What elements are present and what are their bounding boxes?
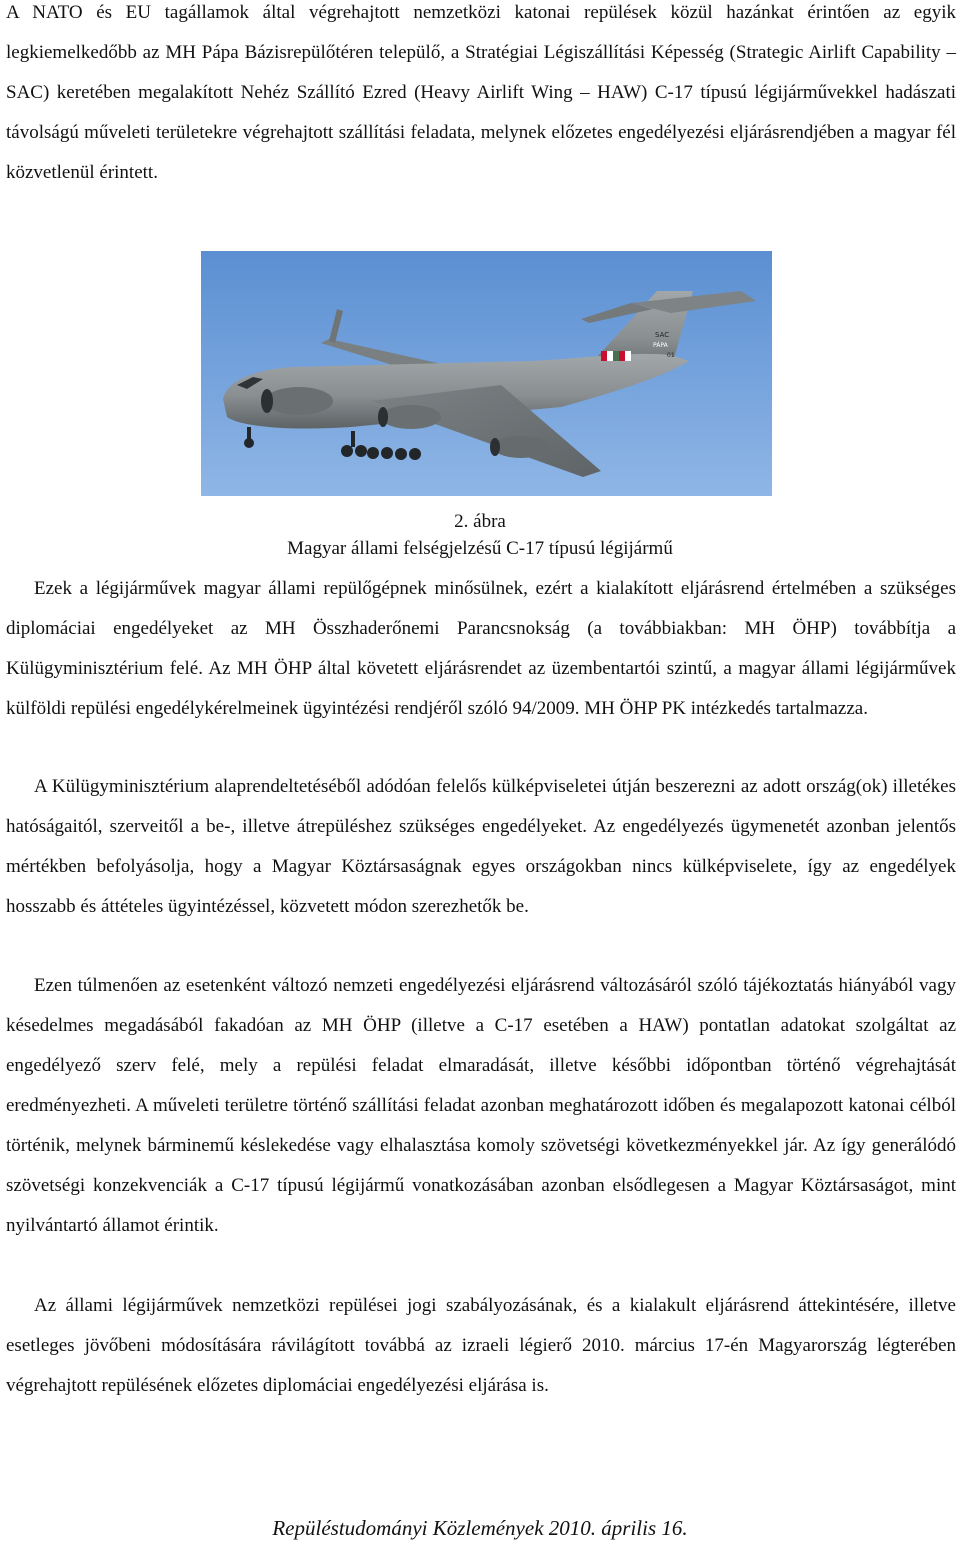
tail-marking-number: 01 xyxy=(667,352,675,359)
figure-caption: Magyar állami felségjelzésű C-17 típusú légijármű xyxy=(287,538,673,559)
paragraph-2: Ezek a légijárművek magyar állami repülőgépnek minősülnek, ezért a kialakított eljárásrend értelmében a szükséges diplomáciai engedélyeket az MH Összhaderőnemi Parancsnokság (a továbbiakban: MH ÖHP) továbbítja a Külügyminisztérium felé. Az MH ÖHP által követett eljárásrendet az üzembentartói szintű, a magyar állami légijárművek külföldi repülési engedélykérelmeinek ügyintézési rendjéről szóló 94/2009. MH ÖHP PK intézkedés tartalmazza. xyxy=(6,578,956,719)
figure-number: 2. ábra xyxy=(454,511,506,532)
c17-aircraft-photo xyxy=(201,251,772,496)
tail-marking-papa: PÁPA xyxy=(653,342,668,349)
engine-left xyxy=(265,387,333,415)
intro-paragraph: A NATO és EU tagállamok által végrehajtott nemzetközi katonai repülések közül hazánkat érintően az egyik legkiemelkedőbb az MH Pápa Bázisrepülőtéren települő, a Stratégiai Légiszállítási Képesség (Strategic Airlift Capability – SAC) keretében megalakított Nehéz Szállító Ezred (Heavy Airlift Wing – HAW) C-17 típusú légijárművekkel hadászati távolságú műveleti területekre végrehajtott szállítási feladata, melynek előzetes engedélyezési eljárásrendjében a magyar fél közvetlenül érintett. xyxy=(6,2,956,183)
paragraph-5: Az állami légijárművek nemzetközi repülései jogi szabályozásának, és a kialakult eljárásrend áttekintésére, illetve esetleges jövőbeni módosítására rávilágított továbbá az izraeli légierő 2010. március 17-én Magyarország légterében végrehajtott repülésének előzetes diplomáciai engedélyezési eljárása is. xyxy=(6,1295,956,1396)
paragraph-4: Ezen túlmenően az esetenként változó nemzeti engedélyezési eljárásrend változásáról szóló tájékoztatás hiányából vagy késedelmes megadásából fakadóan az MH ÖHP (illetve a C-17 esetében a HAW) pontatlan adatokat szolgáltat az engedélyező szerv felé, mely a repülési feladat elmaradását, illetve későbbi időpontban történő végrehajtását eredményezheti. A műveleti területre történő szállítási feladat azonban meghatározott időben és megalapozott katonai célból történik, melynek bárminemű késlekedése vagy elhalasztása komoly szövetségi következményekkel jár. Az így generálódó szövetségi konzekvenciák a C-17 típusú légijármű vonatkozásában azonban elsődlegesen a Magyar Köztársaságot, mint nyilvántartó államot érintik. xyxy=(6,975,956,1236)
tail-marking-sac: SAC xyxy=(655,331,670,339)
roundel-stripes xyxy=(601,351,631,361)
engine-inner xyxy=(381,405,441,429)
engine-outer xyxy=(493,436,549,458)
page-footer: Repüléstudományi Közlemények 2010. április 16. xyxy=(272,1516,688,1540)
paragraph-3: A Külügyminisztérium alaprendeltetéséből adódóan felelős külképviseletei útján beszerezni az adott ország(ok) illetékes hatóságaitól, szerveitől a be-, illetve átrepüléshez szükséges engedélyeket. Az engedélyezés ügymenetét azonban jelentős mértékben befolyásolja, hogy a Magyar Köztársaságnak egyes országokban nincs külképviselete, így az engedélyek hosszabb és áttételes ügyintézéssel, közvetett módon szerezhetők be. xyxy=(6,776,956,917)
